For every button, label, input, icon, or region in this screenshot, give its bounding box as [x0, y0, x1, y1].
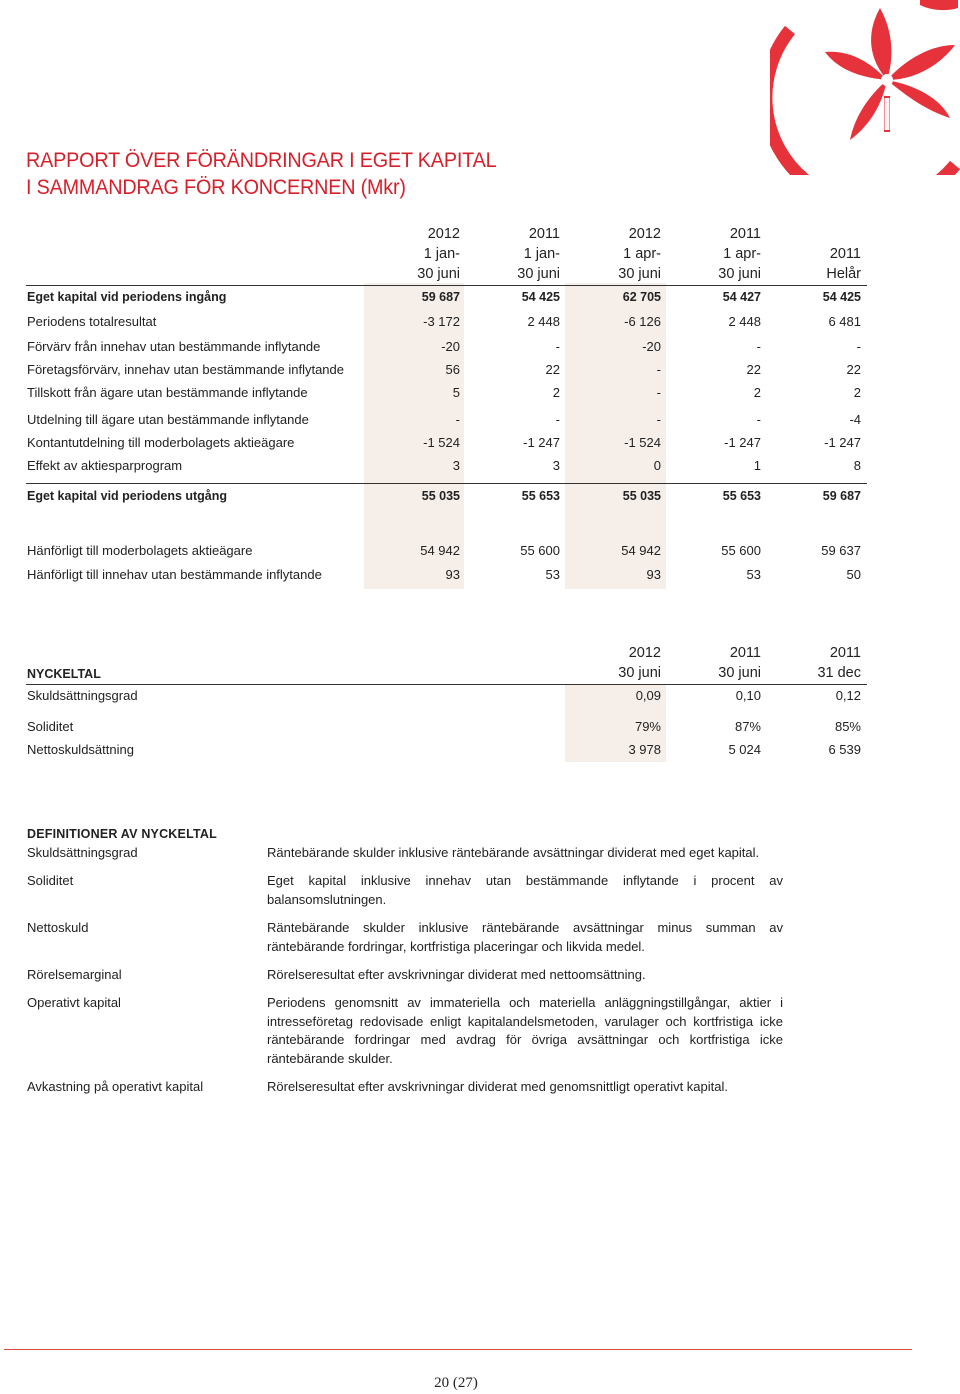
table-cell: 3	[452, 458, 460, 473]
column-header-line	[761, 224, 861, 244]
table-cell: 22	[846, 362, 861, 377]
table-cell: 56	[445, 362, 460, 377]
row-label: Hänförligt till innehav utan bestämmande inflytande	[27, 567, 322, 582]
table-cell: -	[856, 339, 861, 354]
table-cell: 22	[746, 362, 761, 377]
table-cell: 54 425	[822, 290, 861, 304]
table-cell: 54 427	[722, 290, 761, 304]
column-header	[761, 643, 861, 683]
table-cell: 87%	[734, 719, 761, 734]
column-header	[661, 224, 761, 284]
table-cell: -	[656, 385, 661, 400]
table-cell: -1 524	[624, 435, 661, 450]
table-cell: 55 600	[721, 543, 761, 558]
table-cell: 2	[853, 385, 861, 400]
footer-line	[4, 1349, 912, 1350]
page-number: 20 (27)	[434, 1375, 478, 1391]
row-label: Hänförligt till moderbolagets aktieägare	[27, 543, 253, 558]
table-cell: 54 942	[420, 543, 460, 558]
table-cell: 6 539	[828, 742, 861, 757]
table-cell: 3 978	[628, 742, 661, 757]
column-header-line: 2011	[829, 645, 861, 661]
definition-description: Eget kapital inklusive innehav utan bestämmande inflytande i procent av balansomslutningen.	[267, 873, 783, 907]
table-cell: 5 024	[728, 742, 761, 757]
table-cell: 53	[545, 567, 560, 582]
table-cell: 1	[753, 458, 761, 473]
table-cell: 59 637	[821, 543, 861, 558]
definition-description: Rörelseresultat efter avskrivningar dividerat med genomsnittligt operativt kapital.	[267, 1079, 728, 1094]
row-label: Tillskott från ägare utan bestämmande inflytande	[27, 385, 308, 400]
table-cell: 93	[646, 567, 661, 582]
row-label: Eget kapital vid periodens utgång	[27, 489, 228, 503]
table-cell: 2	[552, 385, 560, 400]
table-cell: 55 653	[722, 489, 761, 503]
column-header-line: 2011	[729, 645, 761, 661]
column-header-line: 31 dec	[817, 665, 861, 681]
table-cell: -	[656, 412, 661, 427]
table-cell: -1 524	[423, 435, 460, 450]
table-cell: -	[555, 412, 560, 427]
column-header-line: 1 jan-	[523, 246, 560, 262]
total-divider	[26, 483, 867, 484]
row-label: Skuldsättningsgrad	[27, 688, 138, 703]
definition-term: Operativt kapital	[27, 995, 121, 1010]
column-header	[561, 224, 661, 284]
column-header	[761, 224, 861, 284]
table-cell: 5	[452, 385, 460, 400]
column-header	[360, 224, 460, 284]
table-cell: -6 126	[624, 314, 661, 329]
table-cell: -1 247	[523, 435, 560, 450]
table-cell: -1 247	[824, 435, 861, 450]
table-cell: -	[656, 362, 661, 377]
table-cell: 55 600	[520, 543, 560, 558]
table-cell: -20	[441, 339, 460, 354]
table-cell: 59 687	[822, 489, 861, 503]
table-cell: 54 425	[521, 290, 560, 304]
table-cell: 85%	[834, 719, 861, 734]
column-header-line: 30 juni	[718, 665, 761, 681]
table-cell: 59 687	[421, 290, 460, 304]
nyckeltal-title: NYCKELTAL	[27, 667, 101, 681]
table-cell: 55 653	[521, 489, 560, 503]
column-header-line: 30 juni	[618, 266, 661, 282]
nyckeltal-divider	[26, 684, 867, 685]
column-header-line: 1 apr-	[623, 246, 661, 262]
definition-term: Soliditet	[27, 873, 74, 888]
table-cell: 2 448	[527, 314, 560, 329]
column-header-line: 2012	[628, 645, 661, 661]
company-logo	[770, 0, 960, 175]
definition-term: Nettoskuld	[27, 920, 89, 935]
column-header	[661, 643, 761, 683]
title-line-1: RAPPORT ÖVER FÖRÄNDRINGAR I EGET KAPITAL	[26, 148, 497, 172]
table-cell: -	[756, 339, 761, 354]
column-header	[561, 643, 661, 683]
title-line-2: I SAMMANDRAG FÖR KONCERNEN (Mkr)	[26, 175, 406, 199]
definition-term: Rörelsemarginal	[27, 967, 122, 982]
row-label: Förvärv från innehav utan bestämmande inflytande	[27, 339, 321, 354]
row-label: Företagsförvärv, innehav utan bestämmande inflytande	[27, 362, 344, 377]
column-header-line: 2011	[729, 226, 761, 242]
definitions-heading: DEFINITIONER AV NYCKELTAL	[27, 827, 217, 841]
column-header-line: 30 juni	[517, 266, 560, 282]
table-cell: 0,10	[735, 688, 761, 703]
row-label: Periodens totalresultat	[27, 314, 157, 329]
column-header-line: 2012	[628, 226, 661, 242]
row-label: Eget kapital vid periodens ingång	[27, 290, 227, 304]
column-header-line: 30 juni	[417, 266, 460, 282]
header-divider	[26, 285, 867, 286]
definition-term: Avkastning på operativt kapital	[27, 1079, 204, 1094]
table-cell: -20	[642, 339, 661, 354]
row-label: Soliditet	[27, 719, 74, 734]
table-cell: -	[455, 412, 460, 427]
table-cell: -4	[849, 412, 861, 427]
table-cell: -	[555, 339, 560, 354]
definition-term: Skuldsättningsgrad	[27, 845, 138, 860]
column-header	[460, 224, 560, 284]
column-header-line: 30 juni	[618, 665, 661, 681]
row-label: Kontantutdelning till moderbolagets aktieägare	[27, 435, 295, 450]
table-cell: 8	[853, 458, 861, 473]
column-header-line: 2012	[427, 226, 460, 242]
page-title	[26, 147, 496, 201]
table-cell: 6 481	[828, 314, 861, 329]
column-header-line: Helår	[826, 266, 861, 282]
column-header-line: 1 jan-	[423, 246, 460, 262]
table-cell: 0,09	[635, 688, 661, 703]
table-cell: 62 705	[622, 290, 661, 304]
column-header-line: 2011	[829, 246, 861, 262]
definition-description: Periodens genomsnitt av immateriella och materiella anläggningstillgångar, aktier i intresseföretag redovisade enligt kapitalandelsmetoden, varulager och kortfristiga icke räntebärande fordringar med avdrag för övriga avsättningar och kortfristiga icke räntebärande skulder.	[267, 995, 783, 1066]
column-header-line: 30 juni	[718, 266, 761, 282]
table-cell: 93	[445, 567, 460, 582]
definition-description: Räntebärande skulder inklusive räntebärande avsättningar dividerat med eget kapital.	[267, 845, 760, 860]
table-cell: 53	[746, 567, 761, 582]
table-cell: 54 942	[621, 543, 661, 558]
table-cell: 79%	[634, 719, 661, 734]
table-cell: 2	[753, 385, 761, 400]
row-label: Utdelning till ägare utan bestämmande inflytande	[27, 412, 309, 427]
column-header-line: 1 apr-	[723, 246, 761, 262]
table-cell: 55 035	[421, 489, 460, 503]
table-cell: 50	[846, 567, 861, 582]
column-header-line: 2011	[528, 226, 560, 242]
table-cell: 2 448	[728, 314, 761, 329]
table-cell: 0	[653, 458, 661, 473]
table-cell: 55 035	[622, 489, 661, 503]
table-cell: -3 172	[423, 314, 460, 329]
table-cell: 3	[552, 458, 560, 473]
row-label: Nettoskuldsättning	[27, 742, 134, 757]
row-label: Effekt av aktiesparprogram	[27, 458, 183, 473]
definition-description: Räntebärande skulder inklusive räntebärande avsättningar minus summan av räntebärande fordringar, kortfristiga placeringar och likvida medel.	[267, 920, 783, 954]
table-cell: 0,12	[835, 688, 861, 703]
table-cell: -1 247	[724, 435, 761, 450]
table-cell: 22	[545, 362, 560, 377]
definition-description: Rörelseresultat efter avskrivningar dividerat med nettoomsättning.	[267, 967, 646, 982]
table-cell: -	[756, 412, 761, 427]
